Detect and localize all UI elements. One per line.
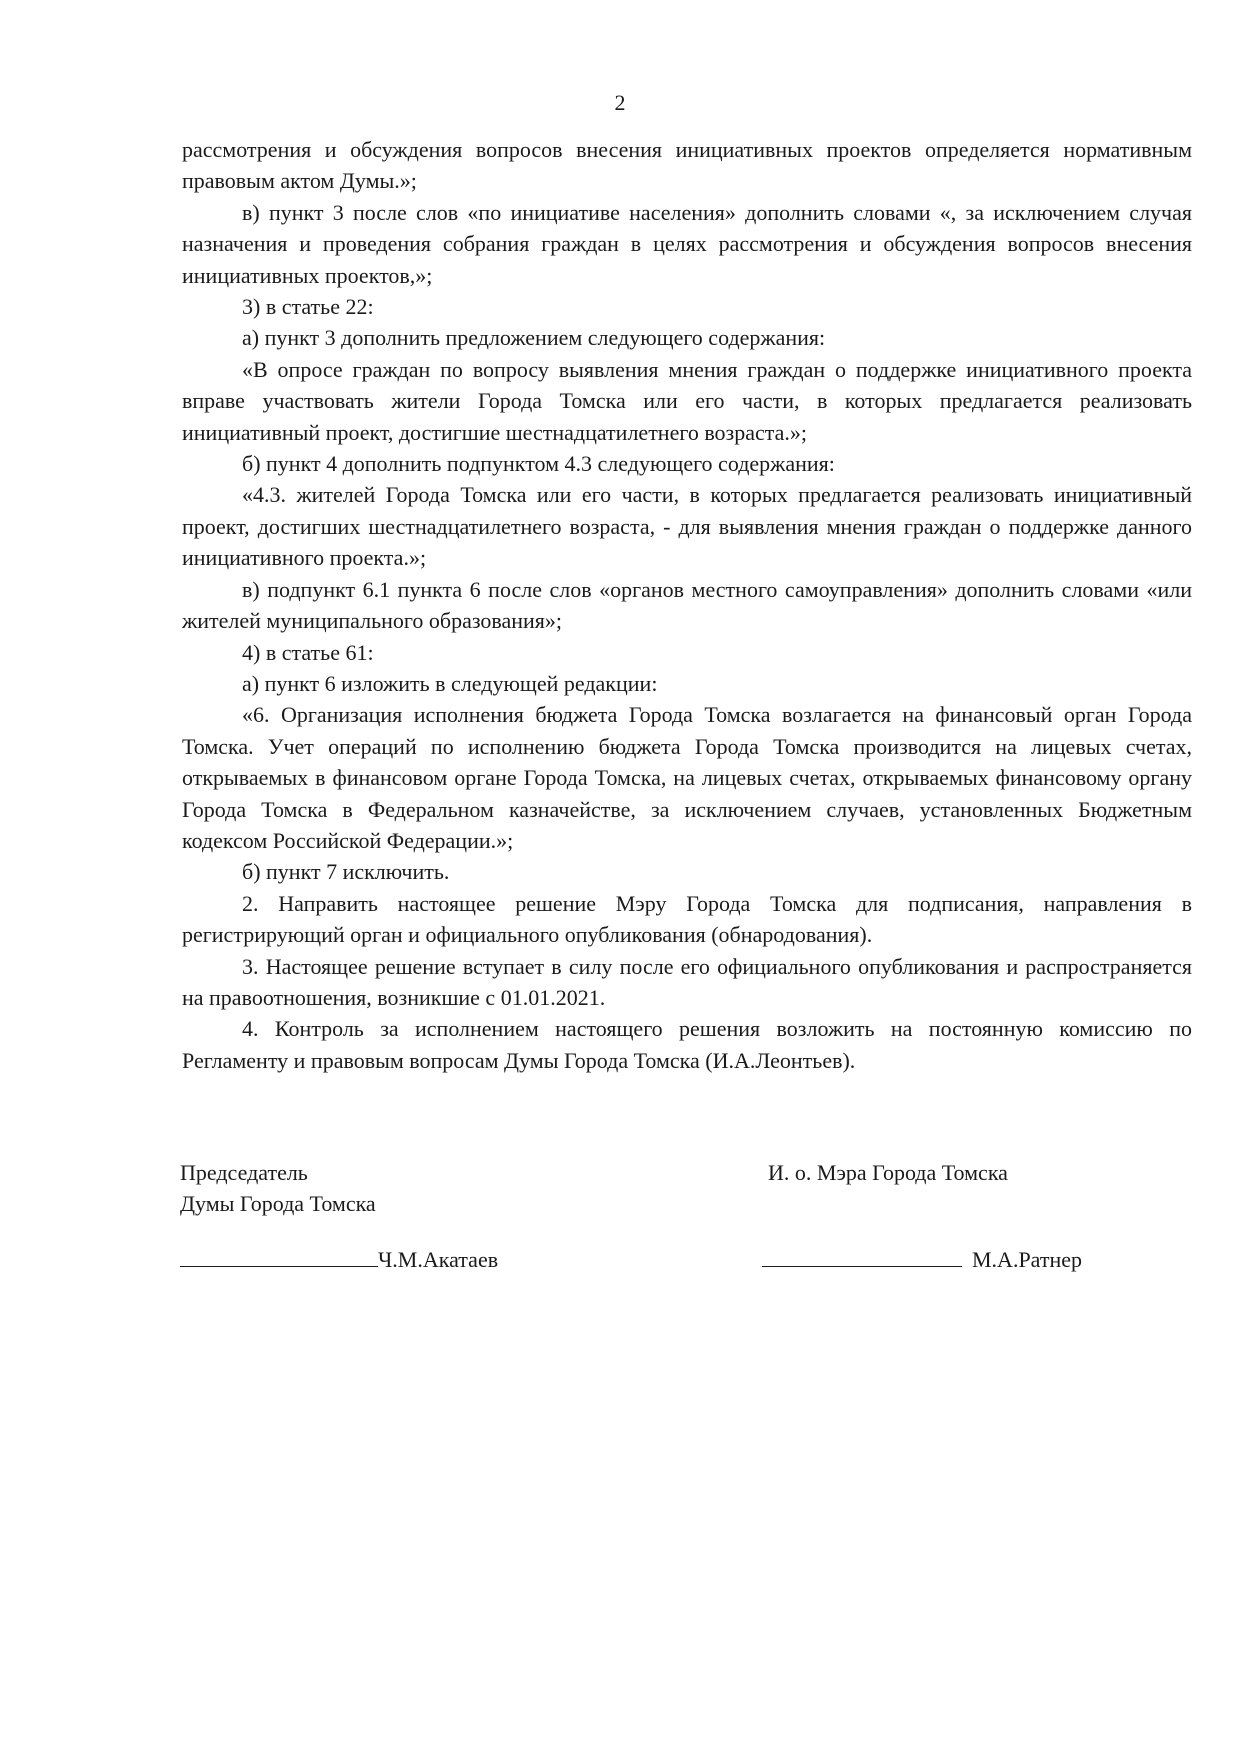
paragraph: б) пункт 4 дополнить подпунктом 4.3 следующего содержания: xyxy=(242,451,835,477)
page-number: 2 xyxy=(614,90,626,115)
chairman-title-line1: Председатель xyxy=(180,1160,308,1185)
mayor-name: М.А.Ратнер xyxy=(972,1247,1083,1272)
paragraph: «4.3. жителей Города Томска или его части, в которых предлагается реализовать инициативный проект, достигших шестнадцатилетнего возраста, - для выявления мнения граждан о поддержке данного инициативного проекта.»; xyxy=(182,482,1192,571)
mayor-signature-line xyxy=(762,1242,962,1267)
chairman-signature-line xyxy=(180,1242,378,1267)
mayor-signature-row xyxy=(762,1242,1082,1275)
paragraph: а) пункт 6 изложить в следующей редакции: xyxy=(242,670,658,696)
chairman-name: Ч.М.Акатаев xyxy=(378,1247,499,1272)
paragraph: 4. Контроль за исполнением настоящего решения возложить на постоянную комиссию по Регламенту и правовым вопросам Думы Города Томска (И.А.Леонтьев). xyxy=(182,1016,1192,1073)
paragraph: а) пункт 3 дополнить предложением следующего содержания: xyxy=(242,325,826,351)
chairman-title-line2: Думы Города Томска xyxy=(180,1191,376,1216)
paragraph: б) пункт 7 исключить. xyxy=(242,859,450,885)
paragraph: «6. Организация исполнения бюджета Города Томска возлагается на финансовый орган Города Томска. Учет операций по исполнению бюджета Города Томска производится на лицевых счетах, открываемых в финансовом органе Города Томска, на лицевых счетах, открываемых финансовому органу Города Томска в Федеральном казначействе, за исключением случаев, установленных Бюджетным кодексом Российской Федерации.»; xyxy=(182,702,1192,853)
paragraph: в) пункт 3 после слов «по инициативе населения» дополнить словами «, за исключением случая назначения и проведения собрания граждан в целях рассмотрения и обсуждения вопросов внесения инициативных проектов,»; xyxy=(182,199,1192,288)
chairman-signature-row xyxy=(180,1242,498,1275)
signature-block-mayor xyxy=(768,1157,1008,1188)
mayor-title: И. о. Мэра Города Томска xyxy=(768,1160,1008,1185)
paragraph: в) подпункт 6.1 пункта 6 после слов «органов местного самоуправления» дополнить словами «или жителей муниципального образования»; xyxy=(182,576,1192,634)
paragraph: 3) в статье 22: xyxy=(242,294,374,320)
paragraph: 3. Настоящее решение вступает в силу после его официального опубликования и распространяется на правоотношения, возникшие с 01.01.2021. xyxy=(182,953,1192,1010)
signature-block-chairman xyxy=(180,1157,376,1219)
paragraph: рассмотрения и обсуждения вопросов внесения инициативных проектов определяется нормативным правовым актом Думы.»; xyxy=(182,137,1192,194)
paragraph: 4) в статье 61: xyxy=(242,639,374,665)
document-body xyxy=(182,134,1192,1076)
paragraph: «В опросе граждан по вопросу выявления мнения граждан о поддержке инициативного проекта вправе участвовать жители Города Томска или его части, в которых предлагается реализовать инициативный проект, достигшие шестнадцатилетнего возраста.»; xyxy=(182,356,1192,445)
paragraph: 2. Направить настоящее решение Мэру Города Томска для подписания, направления в регистрирующий орган и официального опубликования (обнародования). xyxy=(182,890,1192,948)
